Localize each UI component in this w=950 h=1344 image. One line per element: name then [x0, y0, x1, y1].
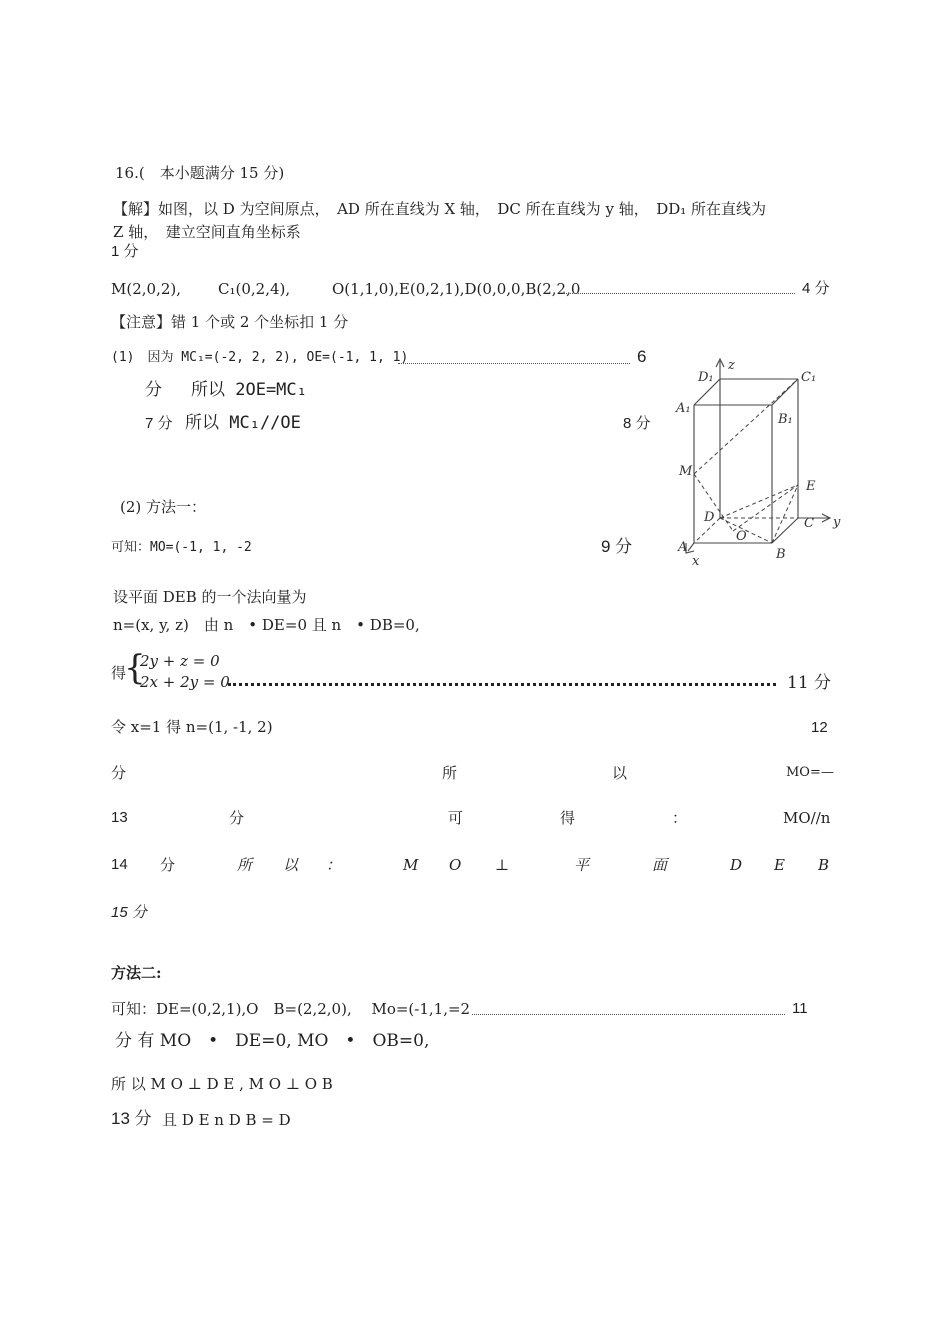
coord-score: 4 分 [802, 280, 830, 297]
normal-intro: 设平面 DEB 的一个法向量为 [113, 588, 307, 606]
row-c-3: 以 [283, 856, 299, 874]
part1-line-2-text: 所以 2OE=MC₁ [191, 380, 307, 400]
method2-known: 可知：DE=(0,2,1),O B=(2,2,0), Mo=(-1,1,=2 [111, 1000, 471, 1018]
row-c-7: ⊥ [495, 856, 510, 874]
part1-score-7: 7 分 [145, 415, 173, 432]
part2-score-11: 11 分 [787, 673, 832, 693]
label-d: D [704, 510, 715, 525]
row-c-9: 面 [652, 856, 668, 874]
part1-score-6: 6 [637, 347, 647, 366]
label-y: y [833, 515, 841, 530]
row-c-10: D [730, 856, 743, 874]
equation-1: 2y + z = 0 [140, 652, 220, 670]
row-b-1: 分 [229, 809, 245, 827]
coord-rest: O(1,1,0),E(0,2,1),D(0,0,0,B(2,2,0 [332, 280, 581, 298]
label-a1: A₁ [676, 401, 691, 416]
x-axis [688, 543, 694, 551]
dotted-leader [472, 1014, 785, 1015]
part2-score-15: 15 分 [111, 904, 147, 921]
dotted-leader [228, 683, 776, 686]
coord-c1: C₁(0,2,4), [218, 280, 291, 298]
note-line: 【注意】错 1 个或 2 个坐标扣 1 分 [111, 313, 349, 331]
part2-score-12: 12 [811, 719, 828, 736]
coord-m: M(2,0,2), [111, 280, 181, 298]
method2-perp-line: 所 以 M O ⊥ D E , M O ⊥ O B [111, 1075, 333, 1093]
part1-line-3: 所以 MC₁//OE [185, 413, 301, 433]
label-x: x [692, 554, 700, 569]
label-b: B [776, 547, 786, 562]
equation-brace: { [124, 648, 146, 688]
row-b-2: 可 [448, 809, 464, 827]
row-a-2: 以 [612, 764, 628, 782]
equation-2: 2x + 2y = 0 [140, 673, 230, 691]
label-m: M [679, 464, 693, 479]
method2-final-text: 且 D E n D B = D [162, 1111, 291, 1129]
row-a-0: 分 [111, 764, 127, 782]
method2-dot-line: 分 有 MO • DE=0, MO • OB=0, [115, 1031, 430, 1051]
row-a-1: 所 [442, 764, 458, 782]
part2-heading: (2) 方法一： [120, 498, 207, 516]
part2-score-9: 9 分 [601, 537, 633, 556]
normal-condition: n=(x, y, z) 由 n • DE=0 且 n • DB=0, [113, 616, 420, 634]
equation-prefix: 得 [111, 664, 127, 682]
row-c-4: ： [326, 856, 342, 874]
part1-score-8: 8 分 [623, 415, 651, 432]
row-c-12: B [818, 856, 830, 874]
row-b-0: 13 [111, 809, 128, 826]
part2-known: 可知：MO=(-1, 1, -2 [111, 540, 252, 555]
row-c-11: E [774, 856, 785, 874]
label-e: E [806, 479, 816, 494]
row-b-3: 得 [560, 809, 576, 827]
row-b-5: MO//n [783, 809, 831, 827]
label-c: C [804, 516, 814, 531]
row-b-4: ： [672, 809, 688, 827]
part1-line-1: (1) 因为 MC₁=(-2, 2, 2), OE=(-1, 1, 1) [111, 350, 409, 365]
label-o: O [736, 529, 747, 544]
row-a-3: MO=— [786, 765, 834, 780]
row-c-5: M [403, 856, 419, 874]
let-line: 令 x=1 得 n=(1, -1, 2) [111, 718, 273, 736]
intro-line-1: 【解】如图，以 D 为空间原点， AD 所在直线为 X 轴， DC 所在直线为 y 轴， DD₁ 所在直线为 [113, 200, 767, 218]
intro-line-2: Z 轴， 建立空间直角坐标系 [113, 223, 301, 241]
label-a: A [678, 540, 688, 555]
method2-heading: 方法二: [111, 964, 162, 982]
dotted-leader [398, 363, 630, 364]
row-c-6: O [449, 856, 462, 874]
row-c-0: 14 [111, 856, 128, 873]
method2-score-11: 11 [792, 1000, 808, 1017]
label-z: z [728, 358, 735, 373]
edge [772, 518, 798, 543]
row-c-2: 所 [237, 856, 253, 874]
method2-final-score: 13 分 [111, 1109, 152, 1128]
label-b1: B₁ [778, 412, 793, 427]
row-c-1: 分 [160, 856, 176, 874]
row-c-8: 平 [574, 856, 590, 874]
intro-score: 1 分 [111, 243, 139, 260]
problem-title: 16.( 本小题满分 15 分) [115, 164, 285, 182]
dotted-leader [563, 293, 795, 294]
label-c1: C₁ [801, 370, 817, 385]
cuboid-figure [672, 355, 852, 570]
part1-line-2-unit: 分 [145, 380, 162, 400]
label-d1: D₁ [698, 370, 714, 385]
